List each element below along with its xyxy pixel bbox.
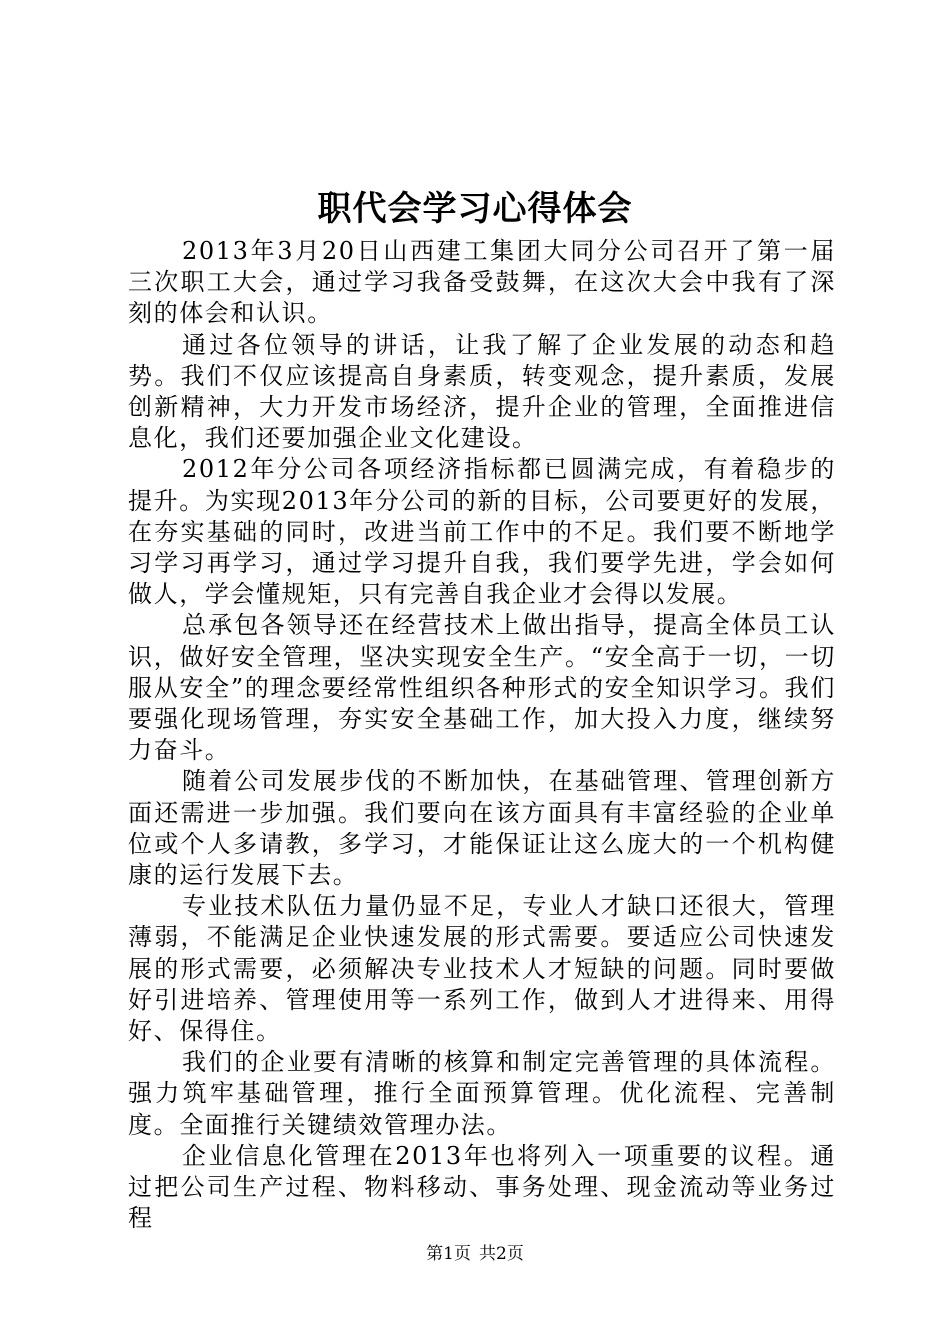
document-title: 职代会学习心得体会 [317, 189, 633, 229]
paragraph: 企业信息化管理在2013年也将列入一项重要的议程。通过把公司生产过程、物料移动、事务处理、现金流动等业务过程 [128, 1141, 836, 1233]
paragraph: 我们的企业要有清晰的核算和制定完善管理的具体流程。强力筑牢基础管理，推行全面预算管理。优化流程、完善制度。全面推行关键绩效管理办法。 [128, 1048, 836, 1139]
paragraph: 随着公司发展步伐的不断加快，在基础管理、管理创新方面还需进一步加强。我们要向在该方面具有丰富经验的企业单位或个人多请教，多学习，才能保证让这么庞大的一个机构健康的运行发展下去。 [128, 767, 836, 890]
paragraph: 总承包各领导还在经营技术上做出指导，提高全体员工认识，做好安全管理，坚决实现安全生产。“安全高于一切，一切服从安全”的理念要经常性组织各种形式的安全知识学习。我们要强化现场管理，夯实安全基础工作，加大投入力度，继续努力奋斗。 [128, 611, 836, 765]
paragraph: 通过各位领导的讲话，让我了解了企业发展的动态和趋势。我们不仅应该提高自身素质，转变观念，提升素质，发展创新精神，大力开发市场经济，提升企业的管理，全面推进信息化，我们还要加强企业文化建设。 [128, 330, 836, 453]
page-total: 共2页 [479, 1244, 524, 1264]
paragraph: 专业技术队伍力量仍显不足，专业人才缺口还很大，管理薄弱，不能满足企业快速发展的形式需要。要适应公司快速发展的形式需要，必须解决专业技术人才短缺的问题。同时要做好引进培养、管理使用等一系列工作，做到人才进得来、用得好、保得住。 [128, 892, 836, 1046]
page-footer [0, 1242, 950, 1266]
paragraph: 2012年分公司各项经济指标都已圆满完成，有着稳步的提升。为实现2013年分公司的新的目标，公司要更好的发展，在夯实基础的同时，改进当前工作中的不足。我们要不断地学习学习再学习，通过学习提升自我，我们要学先进，学会如何做人，学会懂规矩，只有完善自我企业才会得以发展。 [128, 455, 836, 609]
page-number: 第1页 [426, 1244, 471, 1264]
paragraph: 2013年3月20日山西建工集团大同分公司召开了第一届三次职工大会，通过学习我备受鼓舞，在这次大会中我有了深刻的体会和认识。 [128, 237, 836, 328]
document-body [128, 236, 836, 1235]
